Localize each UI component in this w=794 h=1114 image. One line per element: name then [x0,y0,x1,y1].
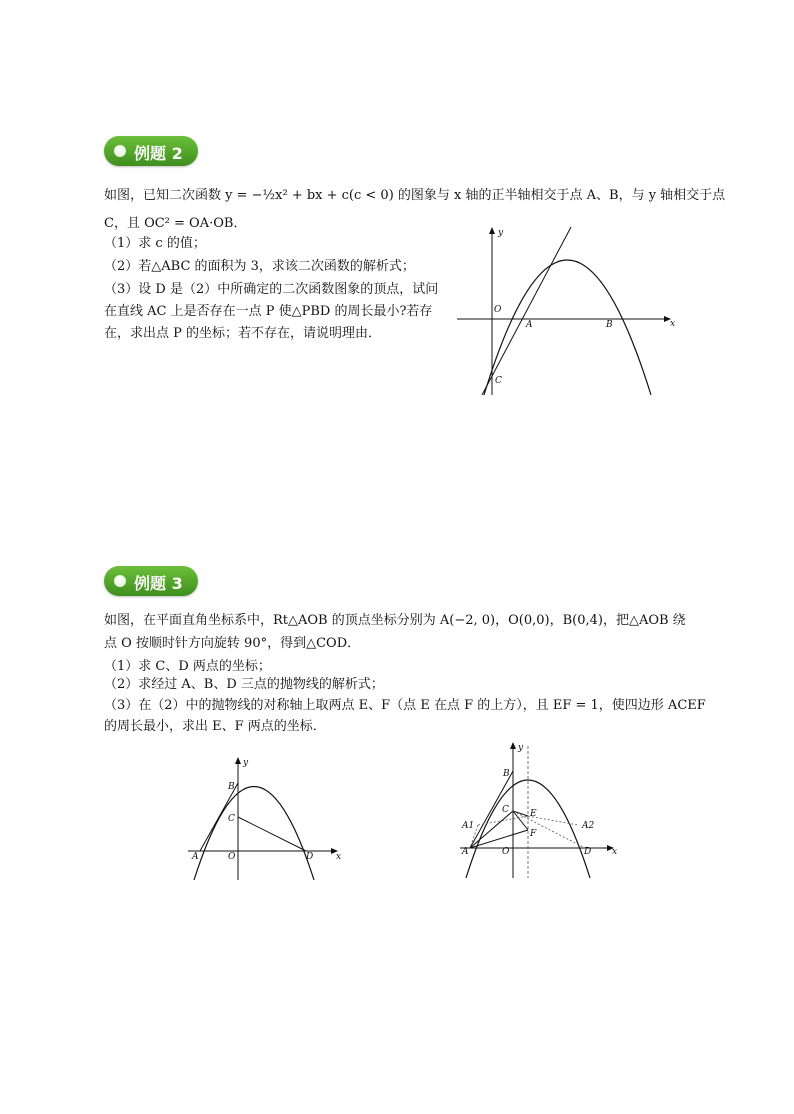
parabola-curve [194,787,314,881]
example-2-line-1: 如图，已知二次函数 y = −½x² + bx + c(c < 0) 的图象与 x 轴的正半轴相交于点 A、B，与 y 轴相交于点 [104,188,726,203]
y-arrow-icon [235,757,241,764]
bullet-icon [114,145,126,157]
label-y: y [498,228,504,238]
label-y: y [243,758,249,768]
label-d: D [306,852,314,862]
label-a: A [462,847,469,857]
example-3-line-2: 点 O 按顺时针方向旋转 90°，得到△COD． [104,636,361,651]
label-c: C [502,805,509,815]
label-a2: A2 [582,821,595,831]
label-o: O [494,305,502,315]
example-2-line-3: （1）求 c 的值； [104,236,206,251]
label-x: x [612,847,618,857]
example-3-line-3: （1）求 C、D 两点的坐标； [104,659,271,674]
example-2-title: 例题 2 [134,144,183,163]
example-2-line-5: （3）设 D 是（2）中所确定的二次函数图象的顶点，试问 [104,282,439,297]
label-b: B [503,769,510,779]
label-b: B [606,320,613,330]
label-a: A [192,852,199,862]
example-2-line-2: C，且 OC² = OA·OB． [104,216,247,231]
label-a: A [526,320,533,330]
example-3-line-4: （2）求经过 A、B、D 三点的抛物线的解析式； [104,677,384,692]
example-3-badge [104,566,198,596]
segment-cd [238,817,306,851]
y-arrow-icon [489,227,495,234]
bullet-icon [114,575,126,587]
y-arrow-icon [510,742,516,749]
example-3-figure-2 [458,740,628,880]
example-2-line-4: （2）若△ABC 的面积为 3，求该二次函数的解析式； [104,259,415,274]
label-o: O [228,852,236,862]
example-3-figure-1 [186,755,346,883]
label-y: y [518,743,524,753]
label-x: x [336,852,342,862]
example-2-line-6: 在直线 AC 上是否存在一点 P 使△PBD 的周长最小?若存 [104,304,433,319]
parabola-curve [484,260,651,395]
example-3-title: 例题 3 [134,574,183,593]
example-3-line-5: （3）在（2）中的抛物线的对称轴上取两点 E、F（点 E 在点 F 的上方），且 EF = 1，使四边形 ACEF [104,698,706,713]
example-2-figure [455,225,685,397]
label-o: O [502,847,510,857]
example-3-line-6: 的周长最小，求出 E、F 两点的坐标． [104,719,326,734]
label-f: F [530,829,537,839]
label-a1: A1 [462,821,475,831]
label-c: C [495,376,502,386]
label-d: D [584,847,592,857]
label-x: x [670,319,676,329]
label-c: C [228,814,235,824]
segment-c-d [513,811,585,848]
example-3-line-1: 如图，在平面直角坐标系中，Rt△AOB 的顶点坐标分别为 A(−2, 0)，O(0,0)，B(0,4)，把△AOB 绕 [104,613,686,628]
example-2-line-7: 在，求出点 P 的坐标；若不存在，请说明理由． [104,326,382,341]
label-e: E [530,809,537,819]
example-2-badge [104,136,198,166]
label-b: B [228,782,235,792]
